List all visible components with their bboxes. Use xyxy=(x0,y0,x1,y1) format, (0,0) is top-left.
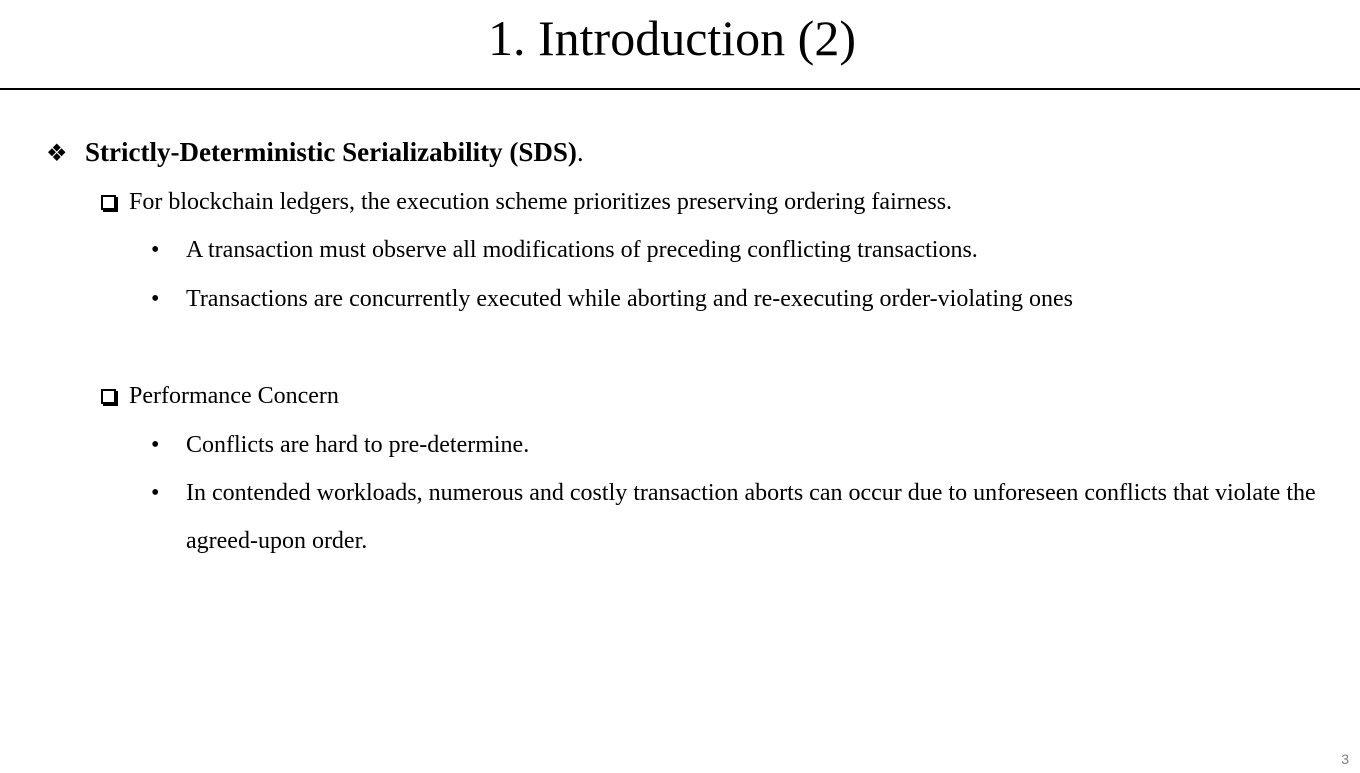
section-label: Performance Concern xyxy=(129,383,339,409)
heading-text: Strictly-Deterministic Serializability (SDS) xyxy=(85,137,577,167)
section-label: For blockchain ledgers, the execution scheme prioritizes preserving ordering fairness. xyxy=(129,189,953,215)
checkbox-bullet-icon xyxy=(101,389,116,404)
heading-item xyxy=(46,134,584,172)
heading-suffix: . xyxy=(576,137,584,167)
bullet-icon: • xyxy=(151,286,160,312)
bullet-item xyxy=(151,283,1073,315)
bullet-text: Conflicts are hard to pre-determine. xyxy=(186,432,530,458)
section-item xyxy=(101,380,339,412)
bullet-text: In contended workloads, numerous and costly transaction aborts can occur due to unforeseen conflicts that violate the agreed-upon order. xyxy=(186,480,1316,554)
bullet-icon: • xyxy=(151,237,160,263)
checkbox-bullet-icon xyxy=(101,195,116,210)
diamond-bullet-icon: ❖ xyxy=(46,141,68,167)
title-divider xyxy=(0,88,1360,90)
bullet-item xyxy=(151,469,1346,565)
bullet-text: A transaction must observe all modifications of preceding conflicting transactions. xyxy=(186,237,978,263)
bullet-text: Transactions are concurrently executed while aborting and re-executing order-violating ones xyxy=(186,286,1073,312)
section-item xyxy=(101,186,952,218)
bullet-icon: • xyxy=(151,432,160,458)
page-number: 3 xyxy=(1341,751,1349,767)
bullet-icon: • xyxy=(151,480,160,506)
slide-title: 1. Introduction (2) xyxy=(488,10,856,66)
bullet-item xyxy=(151,234,978,266)
bullet-item xyxy=(151,429,529,461)
